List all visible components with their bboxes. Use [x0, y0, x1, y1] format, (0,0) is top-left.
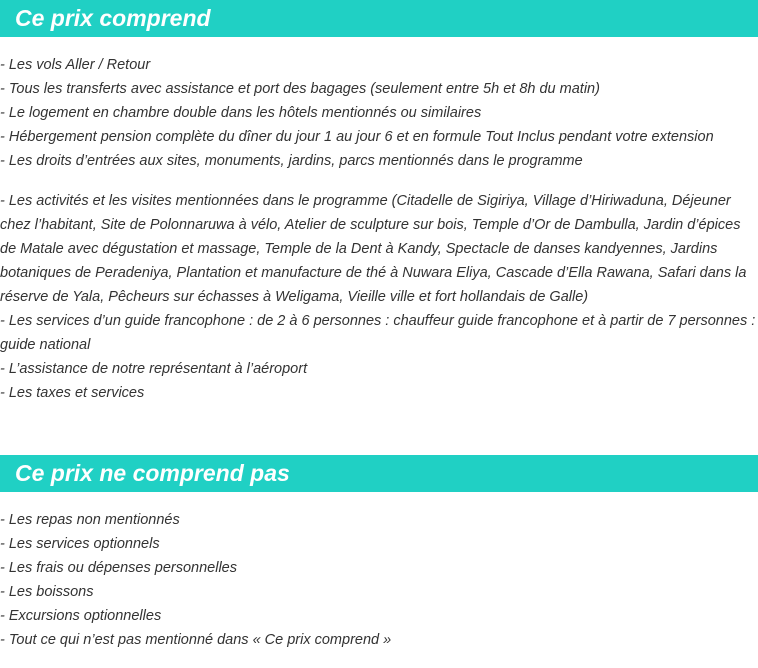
excluded-section-header [0, 455, 758, 492]
list-item: - Excursions optionnelles [0, 608, 162, 624]
list-item: - Les boissons [0, 584, 94, 600]
list-item: - Tout ce qui n’est pas mentionné dans « Ce prix comprend » [0, 632, 392, 648]
list-item: - Le logement en chambre double dans les hôtels mentionnés ou similaires [0, 105, 482, 121]
included-section-header [0, 0, 758, 37]
list-item: - Les taxes et services [0, 385, 145, 401]
list-item: - Tous les transferts avec assistance et port des bagages (seulement entre 5h et 8h du matin) [0, 81, 600, 97]
included-list-main [0, 53, 758, 173]
list-item: - Les droits d’entrées aux sites, monuments, jardins, parcs mentionnés dans le programme [0, 153, 583, 169]
list-item: - Les vols Aller / Retour [0, 57, 151, 73]
excluded-list [0, 508, 758, 652]
included-list-activities [0, 189, 758, 405]
list-item: - Les frais ou dépenses personnelles [0, 560, 237, 576]
excluded-section-title: Ce prix ne comprend pas [15, 460, 290, 486]
list-item: - Les activités et les visites mentionnées dans le programme (Citadelle de Sigiriya, Village d’Hiriwaduna, Déjeuner chez l’habitant, Site de Polonnaruwa à vélo, Atelier de sculpture sur bois, Temple d’Or de Dambulla, Jardin d’épices de Matale avec dégustation et massage, Temple de la Dent à Kandy, Spectacle de danses kandyennes, Jardins botaniques de Peradeniya, Plantation et manufacture de thé à Nuwara Eliya, Cascade d’Ella Rawana, Safari dans la réserve de Yala, Pêcheurs sur échasses à Weligama, Vieille ville et fort hollandais de Galle) [0, 193, 747, 305]
list-item: - Hébergement pension complète du dîner du jour 1 au jour 6 et en formule Tout Inclus pendant votre extension [0, 129, 714, 145]
list-item: - Les services optionnels [0, 536, 160, 552]
included-section-title: Ce prix comprend [15, 5, 211, 31]
list-item: - Les repas non mentionnés [0, 512, 180, 528]
list-item: - Les services d’un guide francophone : de 2 à 6 personnes : chauffeur guide francophone et à partir de 7 personnes : guide national [0, 313, 756, 353]
list-item: - L’assistance de notre représentant à l’aéroport [0, 361, 308, 377]
